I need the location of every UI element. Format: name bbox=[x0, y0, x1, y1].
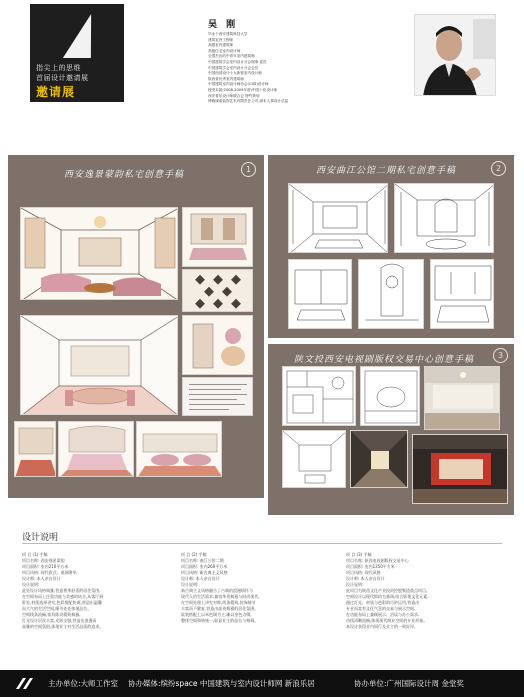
description-line: 项目名称: 曲江公馆二期 bbox=[181, 558, 224, 563]
sketch-dining-room bbox=[20, 315, 178, 415]
description-line: 项目风格: 新古典主义风格 bbox=[181, 570, 228, 575]
sketch-pen-drawing-1 bbox=[288, 183, 388, 253]
footer-bar bbox=[0, 670, 524, 697]
logo-title: 邀请展 bbox=[36, 85, 76, 99]
description-line: 而大气的生活空间,细节处处体现品位。 bbox=[22, 606, 92, 611]
description-line: 项目风格: 现代欧式、低调奢华 bbox=[22, 570, 77, 575]
designer-bio bbox=[208, 17, 413, 105]
board-number-badge: 3 bbox=[493, 348, 508, 363]
sketch-living-room bbox=[20, 207, 178, 300]
description-line: 灯光设计层次丰富,光影交错,营造出浪漫而 bbox=[22, 618, 97, 623]
description-divider bbox=[22, 543, 502, 544]
description-line: 项目名称: 陕西电视剧版权交易中心 bbox=[346, 558, 409, 563]
bio-line: 陕西省优秀室内建筑师 bbox=[208, 76, 244, 81]
description-line: 整体空间和谐统一,彰显业主的品位与格调。 bbox=[181, 618, 259, 623]
bio-line: 高级室内建筑师 bbox=[208, 43, 234, 48]
exhibition-logo bbox=[30, 4, 124, 102]
description-line: 项目面积: 室内260平方米 bbox=[181, 564, 228, 569]
sketch-bedroom bbox=[182, 207, 253, 267]
description-line: 在空间处理上讲究对称,线条精致,装饰细节 bbox=[181, 600, 256, 605]
sketch-lounge bbox=[136, 421, 222, 477]
description-line: 卧室,材质选择讲究,色彩搭配协调,营造出温馨 bbox=[22, 600, 102, 605]
footer-co-media: 协办媒体:缤纷space 中国建筑与室内设计师网 新浪乐居 bbox=[128, 679, 315, 688]
designer-portrait bbox=[414, 14, 496, 96]
sketch-floor-plan bbox=[282, 366, 356, 426]
description-line: 动线清晰流畅,体现现代商业空间的专业形象。 bbox=[346, 618, 428, 623]
sketch-pen-drawing-3 bbox=[288, 259, 352, 329]
description-line: 项 目 (1) 手稿 bbox=[22, 552, 48, 557]
header bbox=[0, 0, 524, 110]
description-column-1 bbox=[22, 552, 176, 630]
sketch-study bbox=[14, 421, 56, 477]
logo-brush-icon bbox=[63, 14, 105, 58]
footer-host: 主办单位:大师工作室 bbox=[48, 679, 119, 688]
footer-logo-icon bbox=[14, 676, 34, 691]
board-title: 西安曲江公馆二期私宅创意手稿 bbox=[316, 166, 457, 176]
board-number-badge: 2 bbox=[491, 161, 506, 176]
bio-line: 高级住宅室内设计师 bbox=[208, 48, 241, 53]
description-line: 现代人的生活需求,兼容华贵典雅与时尚现代, bbox=[181, 594, 260, 599]
photo-exhibition-hall bbox=[412, 434, 508, 504]
footer-co-org: 协办单位:广州国际设计周 金堂奖 bbox=[354, 679, 464, 688]
description-line: 项目面积: 室内210平方米 bbox=[22, 564, 69, 569]
sketch-corner-detail bbox=[182, 315, 253, 375]
description-column-2 bbox=[181, 552, 341, 624]
sketch-pen-drawing-4 bbox=[358, 259, 424, 329]
description-line: 此项目为陕西文化产业投资控股集团重点项目, bbox=[346, 588, 428, 593]
sketch-floor-pattern bbox=[182, 269, 253, 312]
bio-line: 中国建筑室内设计师协会(CIID)设计师 bbox=[208, 82, 269, 87]
description-line: 高雅的空间氛围,体现业主对生活品质的追求。 bbox=[22, 624, 104, 629]
description-line: 新古典主义风格融合了古典的浪漫情怀与 bbox=[181, 588, 253, 593]
description-line: 在功能布局上兼顾展示、洽谈与办公需求, bbox=[346, 612, 420, 617]
description-line: 设计师: 本人亲自设计 bbox=[346, 576, 385, 581]
photo-reception-hall bbox=[424, 366, 500, 430]
description-line: 本设计获得业内同行及业主的一致好评。 bbox=[346, 624, 418, 629]
description-line: 设计说明: bbox=[22, 582, 40, 587]
description-line: 设计师: 本人亲自设计 bbox=[181, 576, 220, 581]
logo-tagline: 指尖上的思维 bbox=[36, 64, 81, 72]
bio-line: 授受本届(2008-2009年度)中国十佳设计师 bbox=[208, 87, 278, 92]
bio-line: 毕业于西安建筑科技大学 bbox=[208, 32, 248, 36]
description-heading: 设计说明 bbox=[22, 533, 59, 543]
board-number-badge: 1 bbox=[241, 162, 256, 177]
photo-corridor bbox=[350, 430, 408, 488]
description-line: 专业而富有文化气息的交易与展示空间。 bbox=[346, 606, 418, 611]
sketch-master-bedroom bbox=[58, 421, 134, 477]
description-line: 空间设计以现代简约为基调,结合影视文化元素, bbox=[346, 594, 429, 599]
design-board-1 bbox=[8, 155, 264, 498]
bio-line: 中国建筑学会室内设计分会理事 委员 bbox=[208, 59, 267, 64]
description-line: 软装搭配上以米色调为主,辅以金色点缀, bbox=[181, 612, 252, 617]
designer-name: 吴 刚 bbox=[208, 20, 239, 30]
design-board-2 bbox=[268, 155, 514, 338]
description-line: 项 目 (3) 手稿 bbox=[346, 552, 372, 557]
bio-line: 建筑室内工程师 bbox=[208, 37, 234, 42]
board-title: 陕文投西安电视剧版权交易中心创意手稿 bbox=[294, 355, 475, 365]
description-line: 项目面积: 室内1350平方米 bbox=[346, 564, 395, 569]
description-line: 通过灯光、材质与色彩的巧妙运用,营造出 bbox=[346, 600, 420, 605]
sketch-pen-drawing-5 bbox=[430, 259, 494, 329]
board-1-caption bbox=[182, 377, 253, 416]
description-line: 此处设计风格典雅,营造奢华舒适的居住氛围, bbox=[22, 588, 101, 593]
description-line: 设计说明: bbox=[346, 582, 364, 587]
description-line: 在空间布局上注重功能与美感的结合,从客厅到 bbox=[22, 594, 104, 599]
description-line: 项 目 (2) 手稿 bbox=[181, 552, 207, 557]
sketch-pen-drawing-2 bbox=[394, 183, 494, 253]
bio-line: 全国杰出的中青年室内建筑师 bbox=[208, 54, 255, 59]
description-line: 项目名称: 西安逸景蒙韵 bbox=[22, 558, 65, 563]
logo-subtitle: 首届设计邀请展 bbox=[36, 74, 89, 82]
bio-line: 中国建筑学会室内设计分会会员 bbox=[208, 65, 259, 70]
description-column-3 bbox=[346, 552, 506, 630]
description-line: 项目风格: 现代风格 bbox=[346, 570, 381, 575]
bio-line: 西安青年设计师联合会 特约策划 bbox=[208, 93, 260, 98]
description-line: 空间线条流畅,家具陈设精致典雅, bbox=[22, 612, 81, 617]
description-line: 设计师: 本人亲自设计 bbox=[22, 576, 61, 581]
description-line: 丰富而不繁复,营造出高贵典雅的居住氛围。 bbox=[181, 606, 259, 611]
sketch-lobby-plan bbox=[360, 366, 420, 426]
board-title: 西安逸景蒙韵私宅创意手稿 bbox=[64, 170, 185, 180]
sketch-office bbox=[282, 430, 346, 488]
design-board-3 bbox=[268, 344, 514, 515]
bio-line: 博雅诚诺装饰艺术有限责任公司 副本人事设计总监 bbox=[208, 99, 289, 104]
bio-line: 中国西部设计十大新锐室内设计师 bbox=[208, 71, 262, 76]
description-line: 设计说明: bbox=[181, 582, 199, 587]
